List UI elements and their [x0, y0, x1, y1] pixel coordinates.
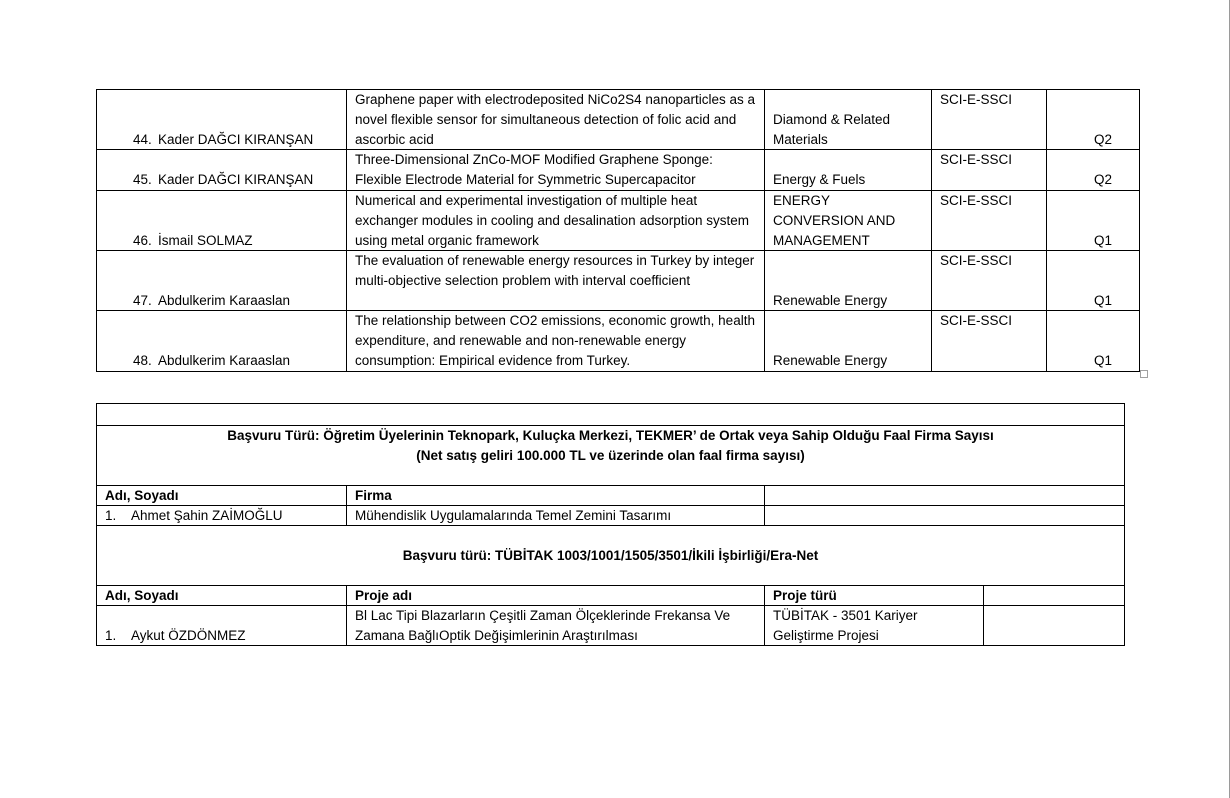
table-row — [97, 150, 1140, 191]
author-cell — [97, 190, 347, 250]
author-cell — [97, 251, 347, 311]
table-resize-handle[interactable] — [1140, 370, 1148, 378]
person-name: Ahmet Şahin ZAİMOĞLU — [131, 508, 283, 523]
row-number: 1. — [105, 627, 117, 643]
applications-table — [96, 403, 1125, 646]
journal-name: Renewable Energy — [765, 311, 932, 371]
quartile: Q2 — [1047, 150, 1140, 191]
author-cell — [97, 90, 347, 150]
project-type: TÜBİTAK - 3501 Kariyer Geliştirme Projesi — [765, 606, 984, 646]
person-cell — [97, 606, 347, 646]
header-project-type: Proje türü — [765, 586, 984, 606]
extra-cell — [765, 506, 1125, 526]
empty-row — [97, 404, 1125, 426]
paper-title: The relationship between CO2 emissions, economic growth, health expenditure, and renewable and non-renewable energy consumption: Empirical evidence from Turkey. — [347, 311, 765, 371]
quartile: Q1 — [1047, 190, 1140, 250]
firms-title-line1: Başvuru Türü: Öğretim Üyelerinin Teknopark, Kuluçka Merkezi, TEKMER’ de Ortak veya Sahip Olduğu Faal Firma Sayısı — [227, 428, 994, 443]
tubitak-section-title: Başvuru türü: TÜBİTAK 1003/1001/1505/3501/İkili İşbirliği/Era-Net — [97, 526, 1125, 586]
author-name: Kader DAĞCI KIRANŞAN — [158, 172, 314, 188]
quartile: Q2 — [1047, 90, 1140, 150]
row-number: 1. — [105, 508, 117, 523]
index-type: SCI-E-SSCI — [932, 251, 1047, 311]
journal-name: Energy & Fuels — [765, 150, 932, 191]
author-cell — [97, 311, 347, 371]
table-row — [97, 606, 1125, 646]
quartile: Q1 — [1047, 251, 1140, 311]
extra-cell — [984, 606, 1125, 646]
index-type: SCI-E-SSCI — [932, 311, 1047, 371]
author-name: Abdulkerim Karaaslan — [158, 352, 291, 368]
row-number: 46. — [133, 232, 152, 248]
row-number: 47. — [133, 292, 152, 308]
row-number: 44. — [133, 131, 152, 147]
row-number: 45. — [133, 172, 152, 188]
row-number: 48. — [133, 352, 152, 368]
empty-cell — [97, 404, 1125, 426]
author-cell — [97, 150, 347, 191]
section-title-row — [97, 426, 1125, 486]
index-type: SCI-E-SSCI — [932, 190, 1047, 250]
table-row — [97, 190, 1140, 250]
header-firm: Firma — [347, 486, 765, 506]
quartile: Q1 — [1047, 311, 1140, 371]
paper-title: Graphene paper with electrodeposited NiCo2S4 nanoparticles as a novel flexible sensor for simultaneous detection of folic acid and ascorbic acid — [347, 90, 765, 150]
header-name: Adı, Soyadı — [97, 486, 347, 506]
author-name: İsmail SOLMAZ — [158, 232, 253, 248]
person-cell — [97, 506, 347, 526]
firms-title-line2: (Net satış geliri 100.000 TL ve üzerinde olan faal firma sayısı) — [416, 447, 805, 463]
person-name: Aykut ÖZDÖNMEZ — [131, 627, 246, 643]
author-name: Abdulkerim Karaaslan — [158, 292, 291, 308]
paper-title: Three-Dimensional ZnCo-MOF Modified Graphene Sponge: Flexible Electrode Material for Symmetric Supercapacitor — [347, 150, 765, 191]
journal-name: ENERGY CONVERSION AND MANAGEMENT — [765, 190, 932, 250]
table-row — [97, 90, 1140, 150]
author-name: Kader DAĞCI KIRANŞAN — [158, 131, 314, 147]
table-row — [97, 311, 1140, 371]
firm-name: Mühendislik Uygulamalarında Temel Zemini Tasarımı — [347, 506, 765, 526]
project-name: Bl Lac Tipi Blazarların Çeşitli Zaman Ölçeklerinde Frekansa Ve Zamana BağlıOptik Değişimlerinin Araştırılması — [347, 606, 765, 646]
paper-title: The evaluation of renewable energy resources in Turkey by integer multi-objective selection problem with interval coefficient — [347, 251, 765, 311]
header-name: Adı, Soyadı — [97, 586, 347, 606]
header-row — [97, 586, 1125, 606]
table-row — [97, 506, 1125, 526]
header-project-name: Proje adı — [347, 586, 765, 606]
firms-section-title — [97, 426, 1125, 486]
publications-table — [96, 89, 1140, 372]
table-row — [97, 251, 1140, 311]
index-type: SCI-E-SSCI — [932, 90, 1047, 150]
paper-title: Numerical and experimental investigation of multiple heat exchanger modules in cooling and desalination adsorption system using metal organic framework — [347, 190, 765, 250]
header-empty — [984, 586, 1125, 606]
header-empty — [765, 486, 1125, 506]
journal-name: Renewable Energy — [765, 251, 932, 311]
section-title-row — [97, 526, 1125, 586]
journal-name: Diamond & Related Materials — [765, 90, 932, 150]
index-type: SCI-E-SSCI — [932, 150, 1047, 191]
header-row — [97, 486, 1125, 506]
